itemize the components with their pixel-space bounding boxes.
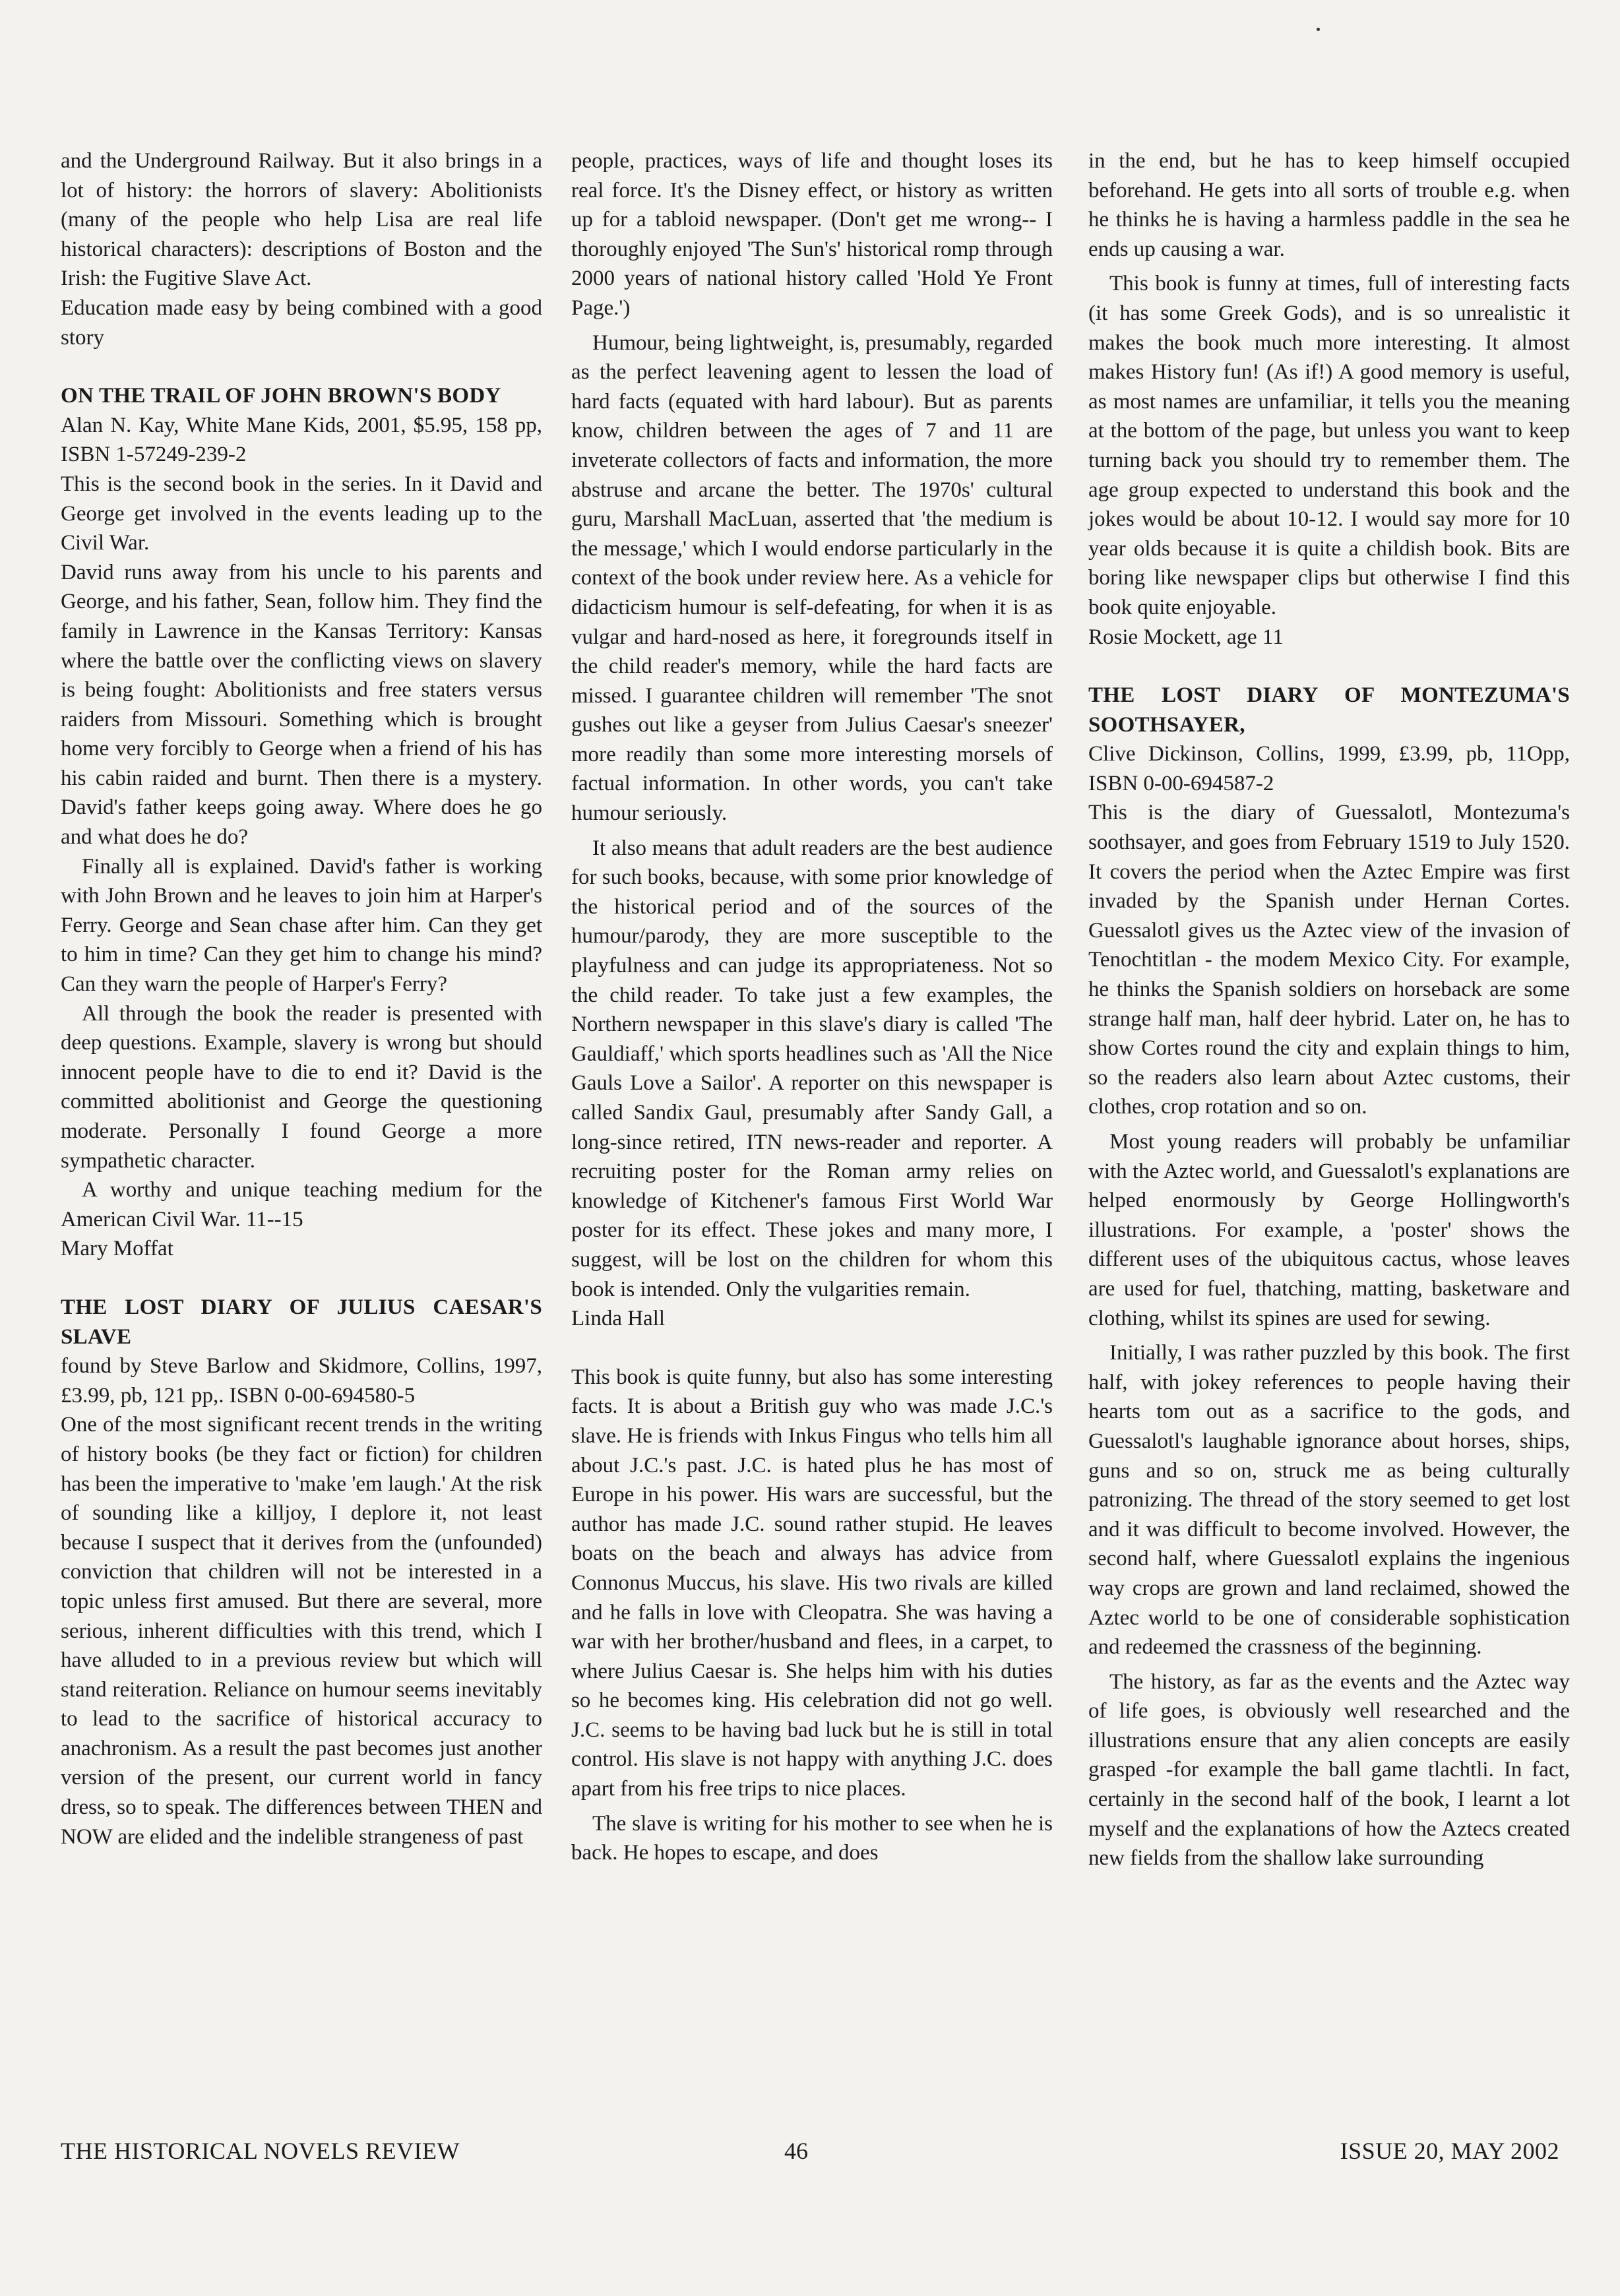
review-title-john-brown: ON THE TRAIL OF JOHN BROWN'S BODY [61,384,501,408]
review-citation: Clive Dickinson, Collins, 1999, £3.99, pb, 11Opp, ISBN 0-00-694587-2 [1088,742,1570,795]
review-citation: found by Steve Barlow and Skidmore, Collins, 1997, £3.99, pb, 121 pp,. ISBN 0-00-694580-5 [61,1354,542,1408]
review-paragraph: Finally all is explained. David's father is working with John Brown and he leaves to join him at Harper's Ferry. George and Sean chase after him. Can they get to him in time? Can they get him to change his mind? Can they warn the people of Harper's Ferry? [61,854,542,997]
review-paragraph: This book is quite funny, but also has some interesting facts. It is about a British guy who was made J.C.'s slave. He is friends with Inkus Fingus who tells him all about J.C.'s past. J.C. is hated plus he has most of Europe in his power. His wars are successful, but the author has made J.C. sound rather stupid. He leaves boats on the beach and always has advice from Connonus Muccus, his slave. His two rivals are killed and he falls in love with Cleopatra. She was having a war with her brother/husband and flees, in a carpet, to where Julius Caesar is. She helps him with his duties so he becomes king. His celebration did not go well. J.C. seems to be having bad luck but he is still in total control. His slave is not happy with anything J.C. does apart from his free trips to nice places. [571,1365,1053,1801]
review-paragraph: The history, as far as the events and the Aztec way of life goes, is obviously well researched and the illustrations ensure that any alien concepts are easily grasped -for example the ball game tlachtli. In fact, certainly in the second half of the book, I learnt a lot myself and the explanations of how the Aztecs created new fields from the shallow lake surrounding [1088,1669,1570,1871]
review-paragraph: Most young readers will probably be unfamiliar with the Aztec world, and Guessalotl's explanations are helped enormously by George Hollingworth's illustrations. For example, a 'poster' shows the different uses of the ubiquitous cactus, whose leaves are used for fuel, thatching, matting, basketware and clothing, whilst its spines are used for sewing. [1088,1130,1570,1330]
review-paragraph: Humour, being lightweight, is, presumably, regarded as the perfect leavening agent to lessen the load of hard facts (equated with hard labour). But as parents know, children between the ages of 7 and 11 are inveterate collectors of facts and information, the more abstruse and arcane the better. The 1970s' cultural guru, Marshall MacLuan, asserted that 'the medium is the message,' which I would endorse particularly in the context of the book under review here. As a vehicle for didacticism humour is self-defeating, for when it is as vulgar and hard-nosed as here, it foregrounds itself in the child reader's memory, while the hard facts are missed. I guarantee children will remember 'The snot gushes out like a geyser from Julius Caesar's sneezer' more readily than some more interesting morsels of factual information. In other words, you can't take humour seriously. [571,330,1053,826]
review-paragraph: The slave is writing for his mother to see when he is back. He hopes to escape, and does [571,1811,1053,1865]
column-1 [61,146,542,1851]
review-title-caesar: THE LOST DIARY OF JULIUS CAESAR'S SLAVE [61,1295,542,1349]
column-2 [571,146,1053,1868]
reviewer-name: Rosie Mockett, age 11 [1088,625,1284,649]
review-paragraph: A worthy and unique teaching medium for the American Civil War. 11--15 [61,1178,542,1231]
reviewer-name: Linda Hall [571,1307,666,1331]
issue-label: ISSUE 20, MAY 2002 [1340,2138,1559,2164]
intro-paragraph: Education made easy by being combined with a good story [61,295,542,350]
review-paragraph: It also means that adult readers are the best audience for such books, because, with some prior knowledge of the historical period and of the sources of the humour/parody, they are more susceptible to the playfulness and can judge its appropriateness. Not so the child reader. To take just a few examples, the Northern newspaper in this slave's diary is called 'The Gauldiaff,' which sports headlines such as 'All the Nice Gauls Love a Sailor'. A reporter on this newspaper is called Sandix Gaul, presumably after Sandy Gall, a long-since retired, ITN news-reader and reporter. A recruiting poster for the Roman army relies on knowledge of Kitchener's famous First World War poster for its effect. These jokes and many more, I suggest, will be lost on the children for whom this book is intended. Only the vulgarities remain. [571,836,1053,1301]
review-paragraph: This is the second book in the series. In it David and George get involved in the events leading up to the Civil War. [61,472,542,555]
page-footer [61,2134,1559,2167]
review-paragraph: One of the most significant recent trends in the writing of history books (be they fact or fiction) for children has been the imperative to 'make 'em laugh.' At the risk of sounding like a killjoy, I deplore it, not least because I suspect that it derives from the (unfounded) conviction that children will not be interested in a topic unless first amused. But there are several, more serious, inherent difficulties with this trend, which I have alluded to in a previous review but which will stand reiteration. Reliance on humour seems inevitably to lead to the sacrifice of historical accuracy to anachronism. As a result the past becomes just another version of the present, our current world in fancy dress, so to speak. The differences between THEN and NOW are elided and the indelible strangeness of past [61,1413,542,1849]
scan-speck [1317,28,1320,31]
publication-name: THE HISTORICAL NOVELS REVIEW [61,2138,460,2164]
review-title-montezuma: THE LOST DIARY OF MONTEZUMA'S SOOTHSAYER, [1088,683,1570,737]
review-paragraph: in the end, but he has to keep himself occupied beforehand. He gets into all sorts of trouble e.g. when he thinks he is having a harmless paddle in the sea he ends up causing a war. [1088,149,1570,261]
review-paragraph: David runs away from his uncle to his parents and George, and his father, Sean, follow him. They find the family in Lawrence in the Kansas Territory: Kansas where the battle over the conflicting views on slavery is being fought: Abolitionists and free staters versus raiders from Missouri. Something which is brought home very forcibly to George when a friend of his has his cabin raided and burnt. Then there is a mystery. David's father keeps going away. Where does he go and what does he do? [61,560,542,850]
intro-paragraph: and the Underground Railway. But it also brings in a lot of history: the horrors of slavery: Abolitionists (many of the people who help Lisa are real life historical characters): descriptions of Boston and the Irish: the Fugitive Slave Act. [61,149,542,291]
review-paragraph: This is the diary of Guessalotl, Montezuma's soothsayer, and goes from February 1519 to July 1520. It covers the period when the Aztec Empire was first invaded by the Spanish under Hernan Cortes. Guessalotl gives us the Aztec view of the invasion of Tenochtitlan - the modem Mexico City. For example, he thinks the Spanish soldiers on horseback are some strange half man, half deer hybrid. Later on, he has to show Cortes round the city and explain things to him, so the readers also learn about Aztec customs, their clothes, crop rotation and so on. [1088,801,1570,1119]
review-paragraph: people, practices, ways of life and thought loses its real force. It's the Disney effect, or history as written up for a tabloid newspaper. (Don't get me wrong-- I thoroughly enjoyed 'The Sun's' historical romp through 2000 years of national history called 'Hold Ye Front Page.') [571,149,1053,320]
review-citation: Alan N. Kay, White Mane Kids, 2001, $5.95, 158 pp, ISBN 1-57249-239-2 [61,413,542,467]
reviewer-name: Mary Moffat [61,1237,173,1261]
review-paragraph: Initially, I was rather puzzled by this book. The first half, with jokey references to people having their hearts tom out as a sacrifice to the gods, and Guessalotl's laughable ignorance about horses, ships, guns and so on, struck me as being culturally patronizing. The thread of the story seemed to get lost and it was difficult to become involved. However, the second half, where Guessalotl explains the ingenious way crops are grown and land reclaimed, showed the Aztec world to be one of considerable sophistication and redeemed the crassness of the beginning. [1088,1341,1570,1660]
review-paragraph: All through the book the reader is presented with deep questions. Example, slavery is wrong but should innocent people have to die to end it? David is the committed abolitionist and George the questioning moderate. Personally I found George a more sympathetic character. [61,1001,542,1173]
column-3 [1088,146,1570,1873]
review-paragraph: This book is funny at times, full of interesting facts (it has some Greek Gods), and is so unrealistic it makes the book much more interesting. It almost makes History fun! (As if!) A good memory is useful, as most names are unfamiliar, it tells you the meaning at the bottom of the page, but unless you want to keep turning back you should try to remember them. The age group expected to understand this book and the jokes would be about 10-12. I would say more for 10 year olds because it is quite a childish book. Bits are boring like newspaper clips but otherwise I find this book quite enjoyable. [1088,272,1570,619]
page-number: 46 [784,2138,808,2164]
